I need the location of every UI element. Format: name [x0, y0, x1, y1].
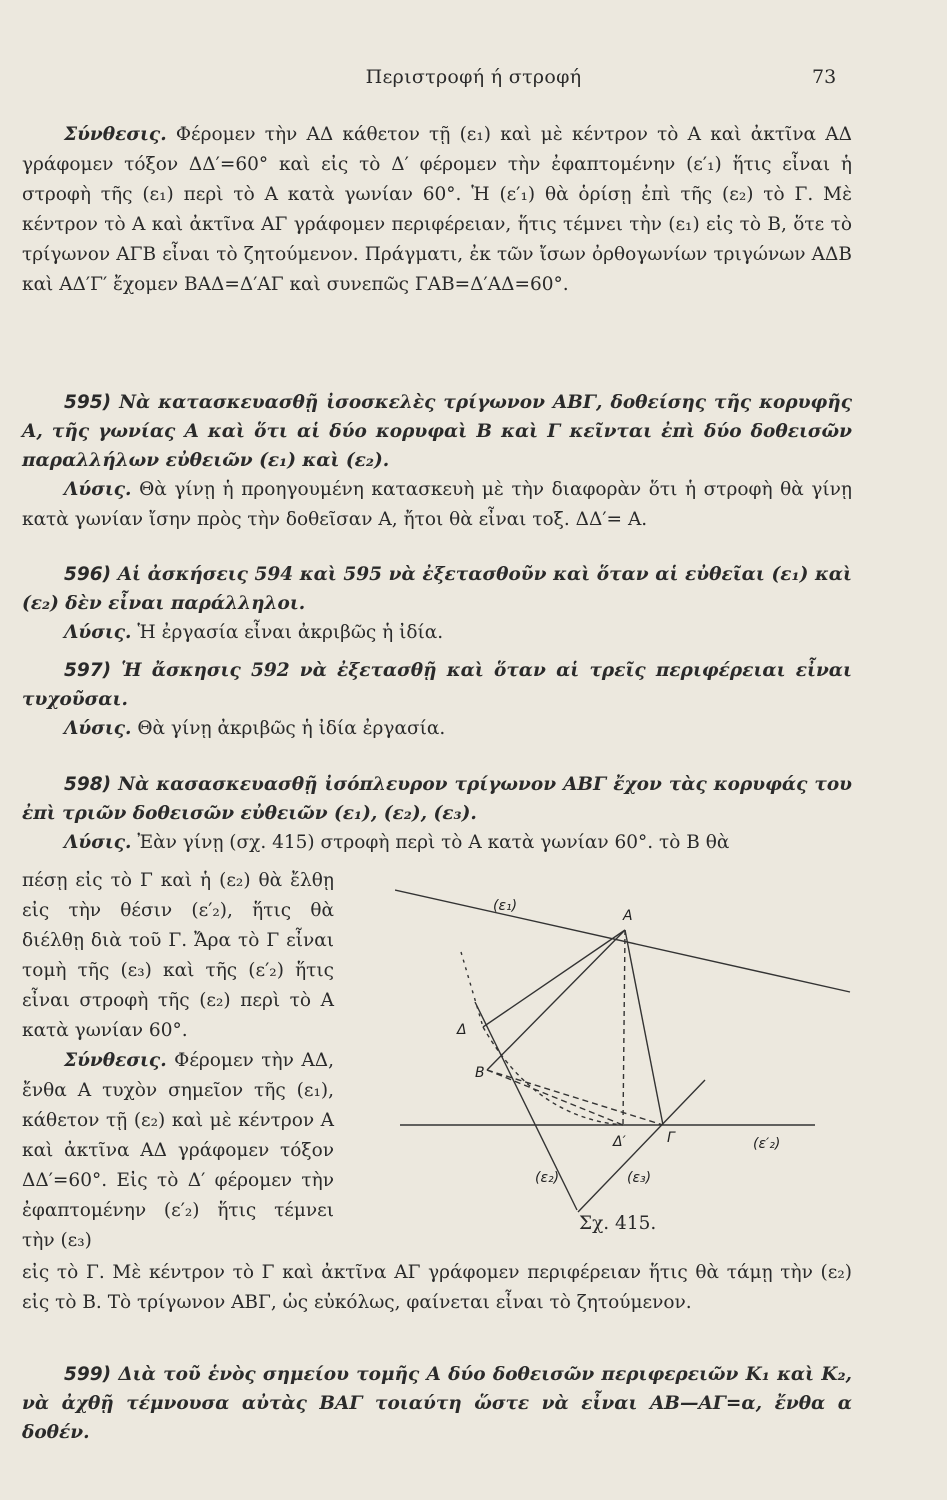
page-number: 73 [812, 66, 837, 88]
problem-596 [22, 560, 852, 648]
problem-text: Νὰ κασασκευασθῇ ἰσόπλευρον τρίγωνον ΑΒΓ ἔχον τὰς κορυφάς του ἐπὶ τριῶν δοθεισῶν εὐθειῶν (ε₁), (ε₂), (ε₃). [22, 774, 852, 824]
label-D-prime: Δ′ [613, 1134, 626, 1150]
synthesis-paragraph [22, 120, 852, 300]
solution-text: Θὰ γίνῃ ἡ προηγουμένη κατασκευὴ μὲ τὴν διαφορὰν ὅτι ἡ στροφὴ θὰ γίνῃ κατὰ γωνίαν ἴσην πρὸς τὴν δοθεῖσαν Α, ἤτοι θὰ εἶναι τοξ. ΔΔ′= Α. [22, 479, 852, 530]
segment-AG [625, 930, 663, 1125]
problem-text: Διὰ τοῦ ἑνὸς σημείου τομῆς Α δύο δοθεισῶν περιφερειῶν Κ₁ καὶ Κ₂, νὰ ἀχθῇ τέμνουσα αὐτὰς ΒΑΓ τοιαύτη ὥστε νὰ εἶναι ΑΒ—ΑΓ=α, ἔνθα α δοθέν. [22, 1364, 852, 1443]
solution-label: Λύσις. [64, 832, 132, 853]
problem-595 [22, 388, 852, 535]
label-B: Β [475, 1065, 485, 1081]
solution-text: Ἡ ἐργασία εἶναι ἀκριβῶς ἡ ἰδία. [131, 622, 444, 643]
line-e3 [578, 1080, 705, 1212]
line-e1 [395, 890, 850, 992]
segment-BD-prime [487, 1070, 623, 1125]
problem-598 [22, 770, 852, 858]
problem-number: 595) [64, 392, 112, 413]
problem-599-statement [22, 1360, 852, 1447]
label-A: Α [623, 908, 633, 924]
problem-596-solution [22, 618, 852, 648]
problem-598-tail [22, 1258, 852, 1318]
problem-598-statement [22, 770, 852, 828]
problem-597-solution [22, 714, 852, 744]
problem-598-narrow-column [22, 866, 334, 1256]
segment-AB [487, 930, 625, 1070]
synthesis-594-block [22, 120, 852, 300]
segment-BG [487, 1070, 663, 1125]
problem-595-statement [22, 388, 852, 475]
synthesis-label: Σύνθεσις. [64, 124, 167, 145]
problem-number: 596) [64, 564, 112, 585]
label-e1: (ε₁) [493, 898, 518, 914]
solution-continuation: πέσῃ εἰς τὸ Γ καὶ ἡ (ε₂) θὰ ἔλθῃ εἰς τὴν θέσιν (ε′₂), ἥτις θὰ διέλθῃ διὰ τοῦ Γ. Ἄρα τὸ Γ εἶναι τομὴ τῆς (ε₃) καὶ τῆς (ε′₂) ἥτις εἶναι στροφὴ τῆς (ε₂) περὶ τὸ Α κατὰ γωνίαν 60°. [22, 870, 334, 1041]
label-e2: (ε₂) [535, 1170, 560, 1186]
solution-text: Θὰ γίνῃ ἀκριβῶς ἡ ἰδία ἐργασία. [131, 718, 446, 739]
synthesis-text: Φέρομεν τὴν ΑΔ κάθετον τῇ (ε₁) καὶ μὲ κέντρον τὸ Α καὶ ἀκτῖνα ΑΔ γράφομεν τόξον ΔΔ′=60° καὶ εἰς τὸ Δ′ φέρομεν τὴν ἐφαπτομένην (ε′₁) ἥτις εἶναι ἡ στροφὴ τῆς (ε₁) περὶ τὸ Α κατὰ γωνίαν 60°. Ἡ (ε′₁) θὰ ὁρίσῃ ἐπὶ τῆς (ε₂) τὸ Γ. Μὲ κέντρον τὸ Α καὶ ἀκτῖνα ΑΓ γράφομεν περιφέρειαν, ἥτις τέμνει τὴν (ε₁) εἰς τὸ Β, ὅτε τὸ τρίγωνον ΑΓΒ εἶναι τὸ ζητούμενον. Πράγματι, ἐκ τῶν ἴσων ὀρθογωνίων τριγώνων ΑΔΒ καὶ ΑΔ′Γ′ ἔχομεν ΒΑΔ=Δ′ΑΓ καὶ συνεπῶς ΓΑΒ=Δ′ΑΔ=60°. [22, 124, 852, 295]
line-e1-extension [461, 952, 483, 1027]
problem-text: Νὰ κατασκευασθῇ ἰσοσκελὲς τρίγωνον ΑΒΓ, δοθείσης τῆς κορυφῆς Α, τῆς γωνίας Α καὶ ὅτι αἱ δύο κορυφαὶ Β καὶ Γ κεῖνται ἐπὶ δύο δοθεισῶν παραλλήλων εὐθειῶν (ε₁) καὶ (ε₂). [22, 392, 852, 471]
label-e2-prime: (ε′₂) [753, 1136, 781, 1152]
problem-number: 598) [64, 774, 112, 795]
figure-415 [395, 880, 855, 1240]
running-header: Περιστροφή ή στροφή [365, 66, 582, 88]
label-G: Γ [667, 1130, 675, 1146]
problem-number: 597) [64, 660, 112, 681]
label-D: Δ [457, 1022, 467, 1038]
problem-number: 599) [64, 1364, 112, 1385]
problem-text: Ἡ ἄσκησις 592 νὰ ἐξετασθῇ καὶ ὅταν αἱ τρεῖς περιφέρειαι εἶναι τυχοῦσαι. [22, 660, 852, 710]
solution-label: Λύσις. [64, 622, 132, 643]
problem-text: Αἱ ἀσκήσεις 594 καὶ 595 νὰ ἐξετασθοῦν καὶ ὅταν αἱ εὐθεῖαι (ε₁) καὶ (ε₂) δὲν εἶναι παράλληλοι. [22, 564, 852, 614]
synthesis-598 [22, 1046, 334, 1256]
solution-label: Λύσις. [64, 718, 132, 739]
arc-DD-prime [483, 1027, 623, 1125]
synthesis-text: Φέρομεν τὴν ΑΔ, ἔνθα Α τυχὸν σημεῖον τῆς (ε₁), κάθετον τῇ (ε₂) καὶ μὲ κέντρον Α καὶ ἀκτῖνα ΑΔ γράφομεν τόξον ΔΔ′=60°. Εἰς τὸ Δ′ φέρομεν τὴν ἐφαπτομένην (ε′₂) ἥτις τέμνει τὴν (ε₃) [22, 1050, 334, 1251]
segment-AD [483, 930, 625, 1027]
synthesis-continuation: εἰς τὸ Γ. Μὲ κέντρον τὸ Γ καὶ ἀκτῖνα ΑΓ γράφομεν περιφέρειαν ἥτις θὰ τάμῃ τὴν (ε₂) εἰς τὸ Β. Τὸ τρίγωνον ΑΒΓ, ὡς εὐκόλως, φαίνεται εἶναι τὸ ζητούμενον. [22, 1262, 852, 1313]
solution-label: Λύσις. [64, 479, 132, 500]
problem-595-solution [22, 475, 852, 535]
label-e3: (ε₃) [627, 1170, 652, 1186]
line-e2 [475, 1002, 577, 1210]
figure-caption: Σχ. 415. [579, 1213, 657, 1234]
problem-599 [22, 1360, 852, 1447]
synthesis-label: Σύνθεσις. [64, 1050, 167, 1071]
problem-597-statement [22, 656, 852, 714]
problem-597 [22, 656, 852, 744]
problem-596-statement [22, 560, 852, 618]
problem-598-solution-head [22, 828, 852, 858]
segment-AD-prime [623, 930, 625, 1125]
solution-text: Ἐὰν γίνῃ (σχ. 415) στροφὴ περὶ τὸ Α κατὰ γωνίαν 60°. τὸ Β θὰ [131, 832, 730, 853]
